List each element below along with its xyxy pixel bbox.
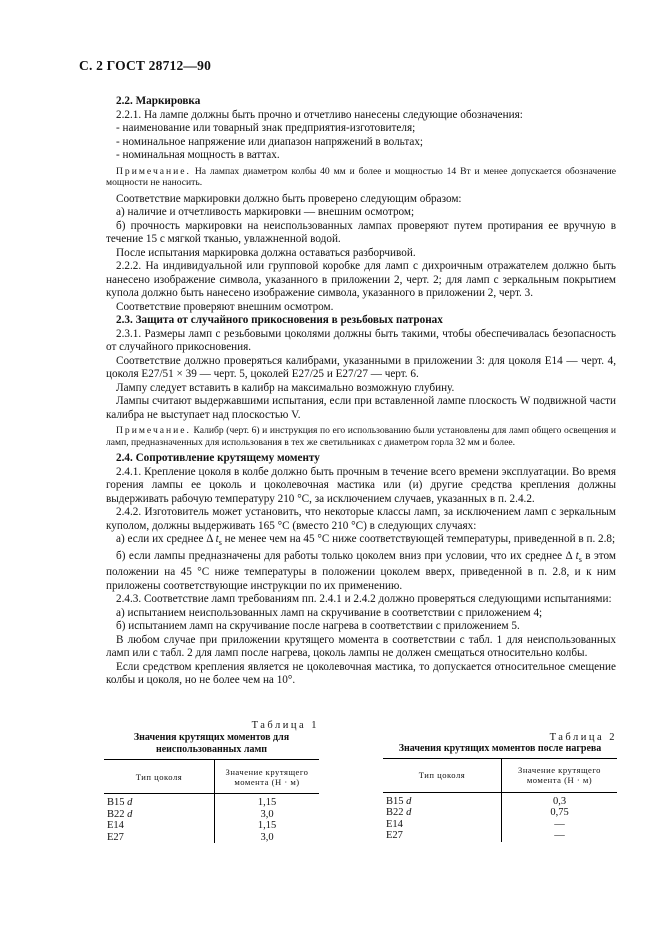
cell-torque-value: 0,75	[550, 807, 569, 818]
paragraph: Если средством крепления является не цоколевочная мастика, то допускается относительное смещение колбы и цоколя, но не более чем на 10°.	[106, 660, 616, 687]
table-1-header-type: Тип цоколя	[104, 760, 215, 794]
note-label: Примечание.	[116, 425, 191, 436]
table-2-header-value: Значение крутящего момента (Н · м)	[502, 758, 618, 792]
table-row	[383, 830, 617, 842]
list-item: - наименование или товарный знак предприятия-изготовителя;	[116, 122, 416, 134]
paragraph: Лампу следует вставить в калибр на максимально возможную глубину.	[116, 381, 455, 394]
cell-torque-value: —	[554, 830, 565, 841]
paragraph: а) если их среднее Δ $t_s$ не менее чем на 45 °С ниже соответствующей температуры, приведенной в п. 2.8;	[116, 533, 616, 548]
list-item: - номинальное напряжение или диапазон напряжений в вольтах;	[116, 135, 424, 148]
cell-base-type: Е27	[383, 830, 502, 842]
paragraph: Лампы считают выдержавшими испытания, если при вставленной лампе плоскость W подвижной части калибра не выступает над плоскостью V.	[106, 395, 616, 421]
note-text: Калибр (черт. 6) и инструкция по его использованию были установлены для ламп общего освещения и ламп, предназначенных для использования в тех же светильниках с диаметром горла 32 мм и более.	[106, 425, 616, 448]
table-row	[104, 809, 319, 821]
paragraph: В любом случае при приложении крутящего момента в соответствии с табл. 1 для неиспользованных ламп или с табл. 2 для ламп после нагрева, цоколь лампы не должен смещаться относительно колбы.	[106, 633, 616, 660]
document-body	[106, 95, 616, 688]
cell-torque-value: 0,3	[552, 795, 567, 807]
cell-torque-value: 1,15	[257, 797, 277, 808]
table-2-block	[383, 732, 617, 842]
cell-torque-value: 3,0	[260, 831, 274, 843]
table-row	[383, 807, 617, 819]
table-row	[383, 792, 617, 807]
paragraph: б) прочность маркировки на неиспользованных лампах проверяют путем протирания ее вручную в течение 15 с мягкой тканью, увлажненной водой.	[106, 219, 616, 245]
paragraph-2-4-2: 2.4.2. Изготовитель может установить, что некоторые классы ламп, за исключением ламп с зеркальным куполом, должны выдерживать 165 °С (вместо 210 °С) в следующих случаях:	[106, 506, 616, 532]
section-2-4-heading: 2.4. Сопротивление крутящему моменту	[116, 452, 320, 464]
table-2-header-type: Тип цоколя	[383, 758, 502, 792]
paragraph: Соответствие проверяют внешним осмотром.	[116, 300, 334, 313]
cell-base-type: В15 d	[104, 794, 215, 809]
cell-base-type: Е27	[104, 832, 215, 844]
paragraph: Соответствие должно проверяться калибрами, указанными в приложении 3: для цоколя Е14 — черт. 4, цоколя Е27/51 × 39 — черт. 5, цоколей Е27/25 и Е27/27 — черт. 6.	[106, 354, 616, 380]
table-row	[104, 794, 319, 809]
paragraph-2-4-1: 2.4.1. Крепление цоколя в колбе должно быть прочным в течение всего времени эксплуатации. Во время горения лампы ее цоколь и цоколевочная мастика или (и) другие средства крепления должны выдерживать рабочую температуру 210 °С, за исключением случаев, указанных в п. 2.4.2.	[106, 465, 616, 505]
paragraph-2-2-1: 2.2.1. На лампе должны быть прочно и отчетливо нанесены следующие обозначения:	[116, 108, 523, 121]
table-2	[383, 758, 617, 842]
cell-base-type: Е14	[383, 819, 502, 831]
table-row	[104, 820, 319, 832]
paragraph: После испытания маркировка должна оставаться разборчивой.	[116, 246, 416, 259]
table-1-header-value: Значение крутящего момента (Н · м)	[215, 760, 320, 794]
cell-base-type: В22 d	[104, 809, 215, 821]
note-1	[106, 166, 616, 189]
paragraph: б) испытанием ламп на скручивание после нагрева в соответствии с приложением 5.	[116, 620, 520, 633]
table-1-title: Значения крутящих моментов для неиспользованных ламп	[133, 732, 290, 755]
note-2	[106, 425, 616, 448]
section-2-2-heading: 2.2. Маркировка	[116, 95, 201, 107]
table-1-body	[104, 794, 319, 844]
paragraph-2-4-3: 2.4.3. Соответствие ламп требованиям пп. 2.4.1 и 2.4.2 должно проверяться следующими испытаниями:	[116, 593, 612, 606]
paragraph: а) испытанием неиспользованных ламп на скручивание в соответствии с приложением 4;	[116, 606, 543, 619]
cell-base-type: В15 d	[383, 792, 502, 807]
paragraph-2-3-1: 2.3.1. Размеры ламп с резьбовыми цоколями должны быть такими, чтобы обеспечивалась безопасность от случайного прикосновения.	[106, 327, 616, 353]
list-item: - номинальная мощность в ваттах.	[116, 149, 280, 161]
note-text: На лампах диаметром колбы 40 мм и более и мощностью 14 Вт и менее допускается обозначение мощности не наносить.	[106, 165, 616, 188]
cell-torque-value: —	[554, 818, 565, 830]
paragraph: б) если лампы предназначены для работы только цоколем вниз при условии, что их среднее Δ $t_s$ в этом положении на 45 °С ниже температуры в положении цоколем вверх, приведенной в п. 2.8, и к ним приложены соответствующие инструкции по их применению.	[106, 549, 616, 592]
table-row	[383, 819, 617, 831]
table-1-block	[104, 720, 319, 843]
paragraph: Соответствие маркировки должно быть проверено следующим образом:	[116, 192, 462, 205]
paragraph: а) наличие и отчетливость маркировки — внешним осмотром;	[116, 206, 415, 218]
section-2-3-heading: 2.3. Защита от случайного прикосновения в резьбовых патронах	[116, 314, 443, 326]
table-1-caption: Таблица 1	[251, 720, 319, 731]
cell-torque-value: 1,15	[257, 820, 277, 831]
cell-torque-value: 3,0	[260, 808, 274, 820]
cell-base-type: Е14	[104, 820, 215, 832]
note-label: Примечание.	[116, 165, 191, 177]
table-2-caption: Таблица 2	[549, 732, 617, 743]
page-header: С. 2 ГОСТ 28712—90	[79, 58, 212, 73]
table-1	[104, 759, 319, 843]
table-2-title: Значения крутящих моментов после нагрева	[398, 743, 602, 754]
table-row	[104, 832, 319, 844]
table-2-body	[383, 792, 617, 842]
paragraph-2-2-2: 2.2.2. На индивидуальной или групповой коробке для ламп с дихроичным отражателем должно быть нанесено изображение символа, указанного в приложении 2, черт. 2; для ламп с зеркальным покрытием купола должно быть нанесено изображение символа, указанного в приложении 2, черт. 3.	[106, 260, 616, 299]
cell-base-type: В22 d	[383, 807, 502, 819]
